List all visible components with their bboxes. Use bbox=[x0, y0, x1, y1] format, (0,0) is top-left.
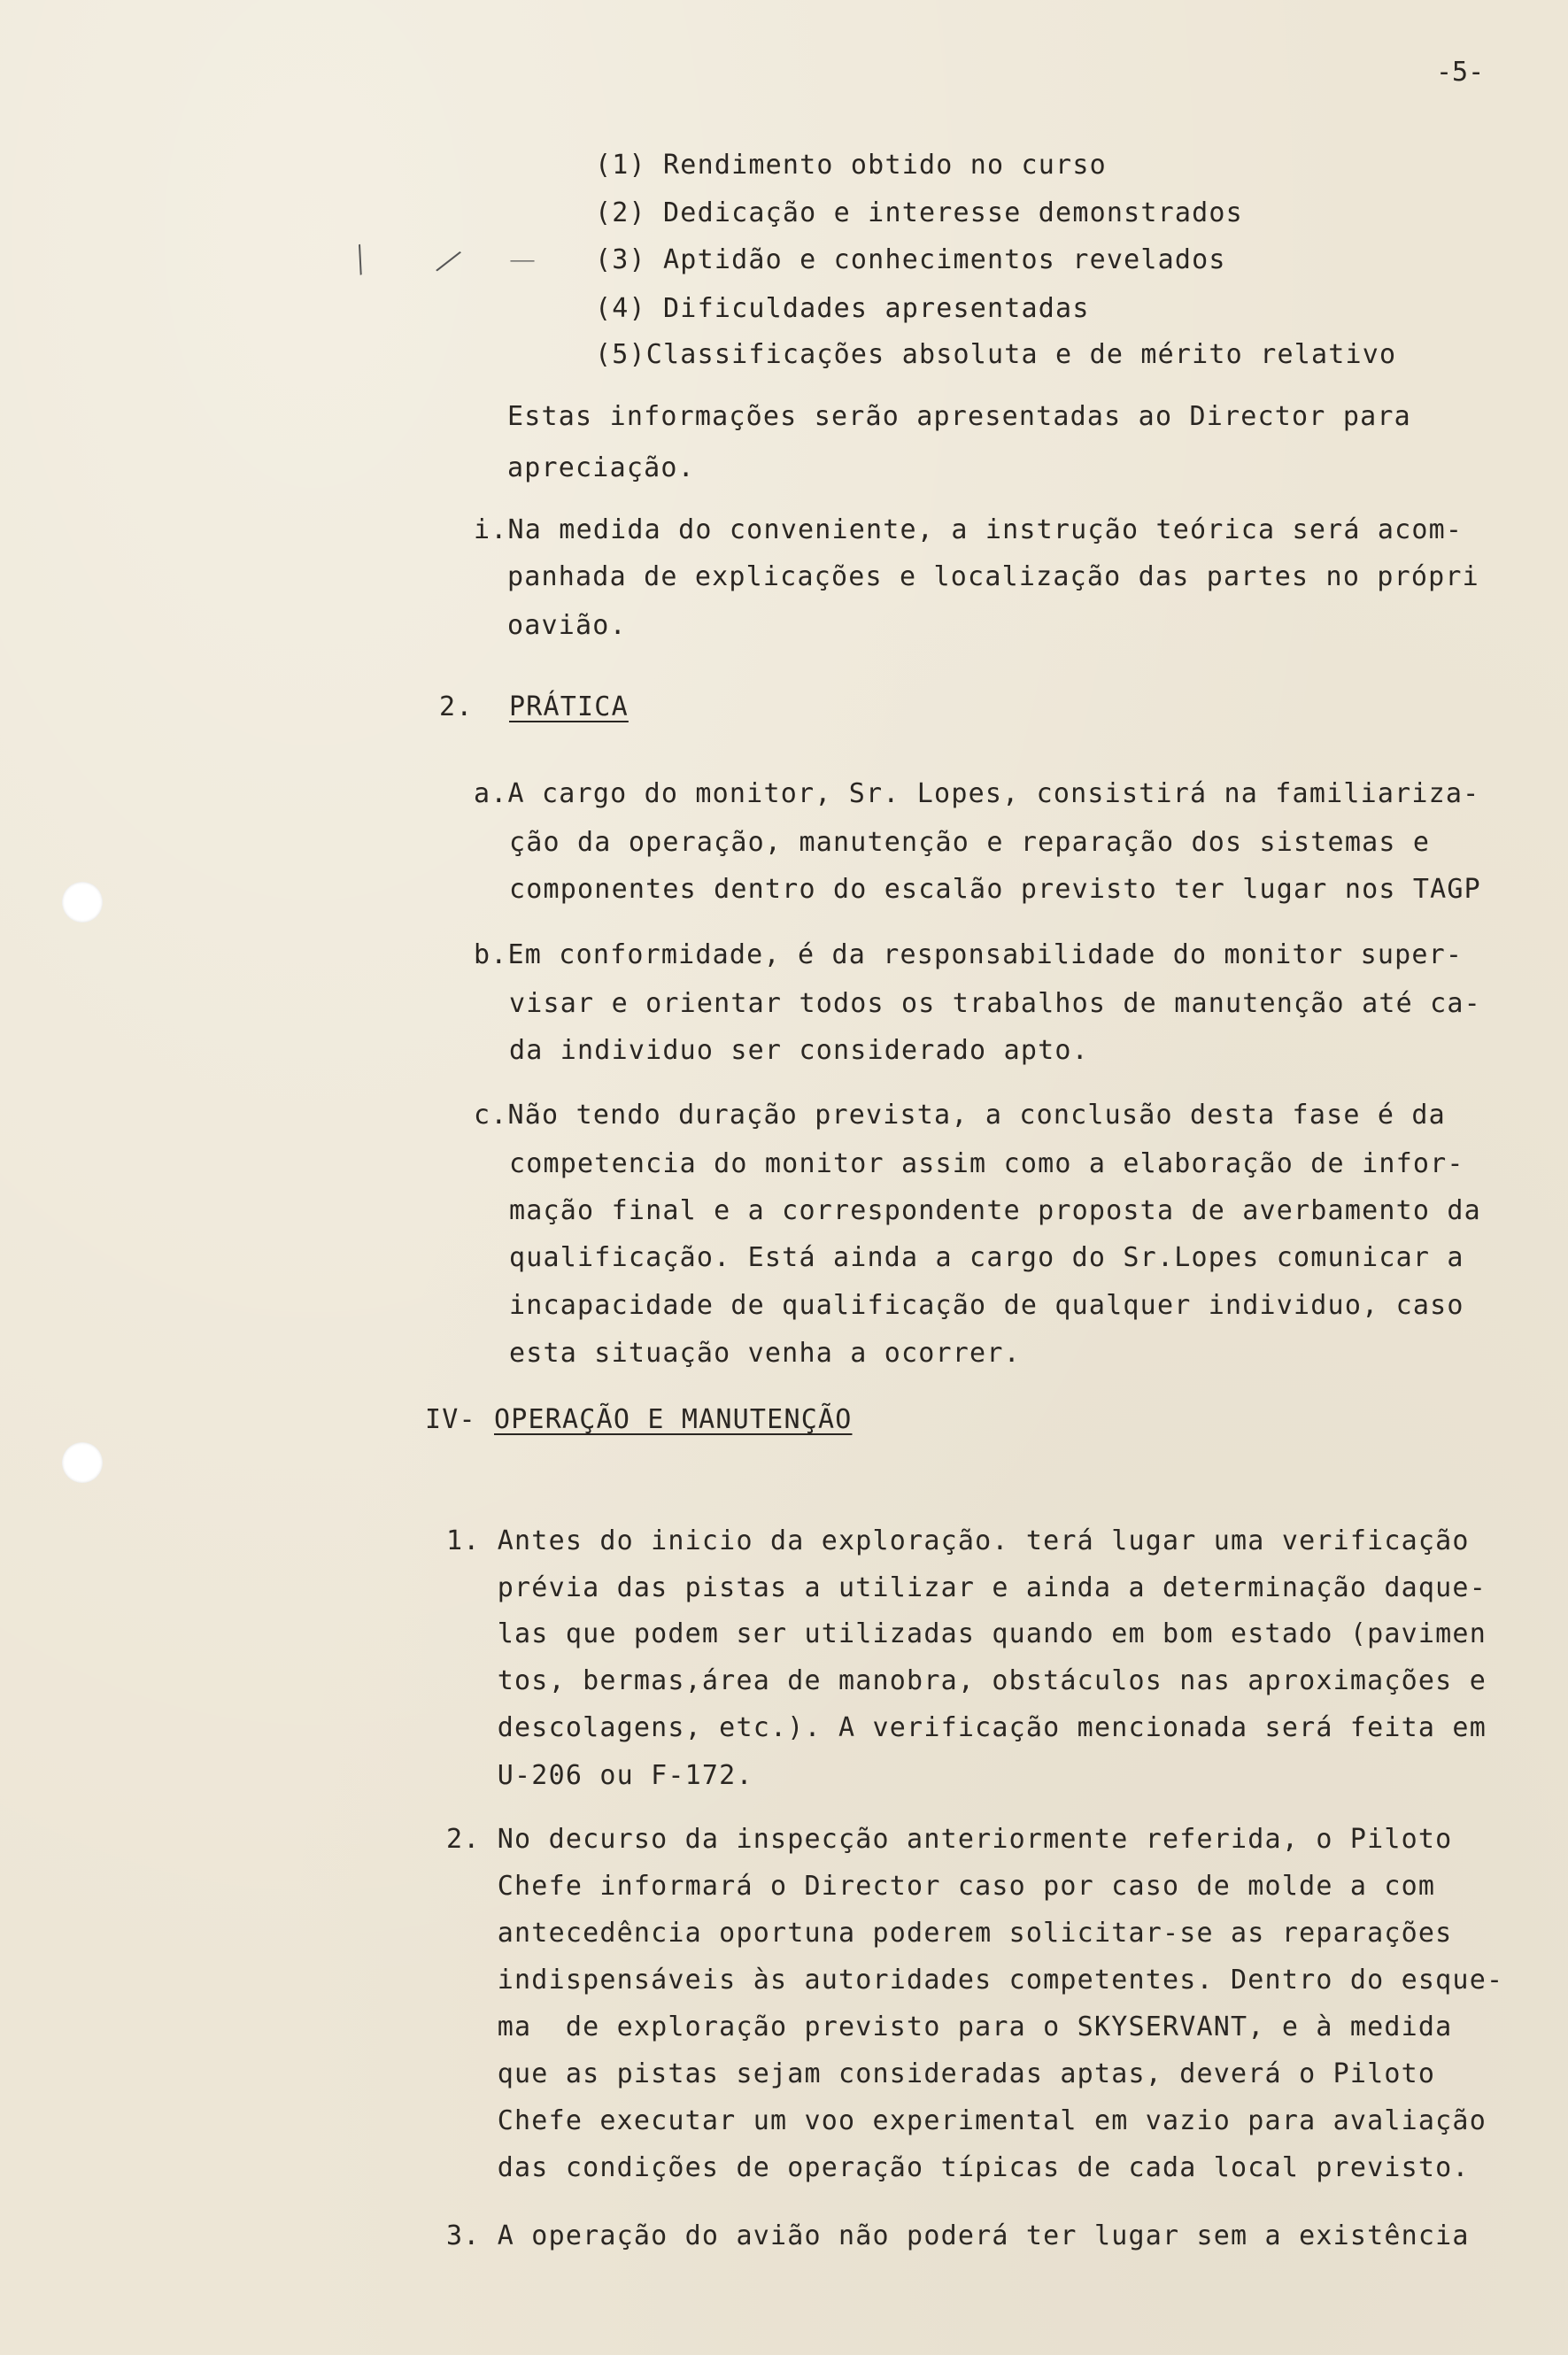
point-3-line-1: 3. A operação do avião não poderá ter lugar sem a existência bbox=[446, 2220, 1470, 2251]
punch-hole-top bbox=[62, 882, 103, 923]
item-a-line-1: a.A cargo do monitor, Sr. Lopes, consistirá na familiariza- bbox=[474, 778, 1480, 809]
point-1-line-5: descolagens, etc.). A verificação mencionada será feita em bbox=[446, 1712, 1487, 1743]
item-i-line-3: oavião. bbox=[507, 610, 627, 641]
point-2-line-8: das condições de operação típicas de cada local previsto. bbox=[446, 2152, 1470, 2183]
item-c-line-4: qualificação. Está ainda a cargo do Sr.Lopes comunicar a bbox=[509, 1242, 1464, 1273]
section-2-title: PRÁTICA bbox=[509, 691, 629, 722]
pencil-mark-1: / bbox=[347, 238, 373, 281]
item-c-line-2: competencia do monitor assim como a elaboração de infor- bbox=[509, 1148, 1464, 1179]
criteria-item-5: (5)Classificações absoluta e de mérito relativo bbox=[595, 339, 1397, 370]
point-1-line-1: 1. Antes do inicio da exploração. terá lugar uma verificação bbox=[446, 1525, 1470, 1556]
point-1-line-2: prévia das pistas a utilizar e ainda a determinação daque- bbox=[446, 1572, 1487, 1603]
criteria-item-1: (1) Rendimento obtido no curso bbox=[595, 150, 1107, 181]
page-number: -5- bbox=[1436, 57, 1485, 88]
item-c-line-3: mação final e a correspondente proposta de averbamento da bbox=[509, 1195, 1481, 1226]
point-1-line-3: las que podem ser utilizadas quando em bom estado (pavimen bbox=[446, 1618, 1487, 1649]
section-iv-title: OPERAÇÃO E MANUTENÇÃO bbox=[494, 1404, 853, 1435]
section-iv-number: IV- bbox=[425, 1404, 476, 1435]
item-b-line-1: b.Em conformidade, é da responsabilidade do monitor super- bbox=[474, 939, 1464, 970]
item-c-line-6: esta situação venha a ocorrer. bbox=[509, 1338, 1021, 1369]
item-i-line-1: i.Na medida do conveniente, a instrução teórica será acom- bbox=[474, 514, 1464, 545]
item-c-line-1: c.Não tendo duração prevista, a conclusão desta fase é da bbox=[474, 1100, 1446, 1131]
info-paragraph-line-1: Estas informações serão apresentadas ao Director para bbox=[507, 401, 1411, 432]
item-i-line-2: panhada de explicações e localização das partes no própri bbox=[507, 561, 1479, 592]
item-c-line-5: incapacidade de qualificação de qualquer individuo, caso bbox=[509, 1290, 1464, 1321]
point-2-line-5: ma de exploração previsto para o SKYSERVANT, e à medida bbox=[446, 2011, 1453, 2042]
criteria-item-2: (2) Dedicação e interesse demonstrados bbox=[595, 197, 1243, 228]
point-2-line-7: Chefe executar um voo experimental em vazio para avaliação bbox=[446, 2105, 1487, 2136]
info-paragraph-line-2: apreciação. bbox=[507, 452, 695, 483]
item-a-line-2: ção da operação, manutenção e reparação dos sistemas e bbox=[509, 827, 1431, 858]
point-1-line-6: U-206 ou F-172. bbox=[446, 1760, 753, 1791]
criteria-item-4: (4) Dificuldades apresentadas bbox=[595, 293, 1090, 324]
point-2-line-6: que as pistas sejam consideradas aptas, deverá o Piloto bbox=[446, 2058, 1436, 2089]
item-b-line-3: da individuo ser considerado apto. bbox=[509, 1035, 1089, 1066]
pencil-mark-3: — bbox=[509, 244, 536, 275]
punch-hole-bottom bbox=[62, 1442, 103, 1483]
point-2-line-3: antecedência oportuna poderem solicitar-se as reparações bbox=[446, 1918, 1453, 1949]
pencil-mark-2: / bbox=[432, 241, 466, 282]
point-2-line-2: Chefe informará o Director caso por caso de molde a com bbox=[446, 1871, 1436, 1902]
item-a-line-3: componentes dentro do escalão previsto ter lugar nos TAGP bbox=[509, 874, 1481, 905]
point-1-line-4: tos, bermas,área de manobra, obstáculos nas aproximações e bbox=[446, 1665, 1487, 1696]
item-b-line-2: visar e orientar todos os trabalhos de manutenção até ca- bbox=[509, 988, 1481, 1019]
criteria-item-3: (3) Aptidão e conhecimentos revelados bbox=[595, 244, 1226, 275]
point-2-line-1: 2. No decurso da inspecção anteriormente referida, o Piloto bbox=[446, 1824, 1453, 1855]
section-2-number: 2. bbox=[439, 691, 474, 722]
point-2-line-4: indispensáveis às autoridades competentes. Dentro do esque- bbox=[446, 1965, 1504, 1996]
